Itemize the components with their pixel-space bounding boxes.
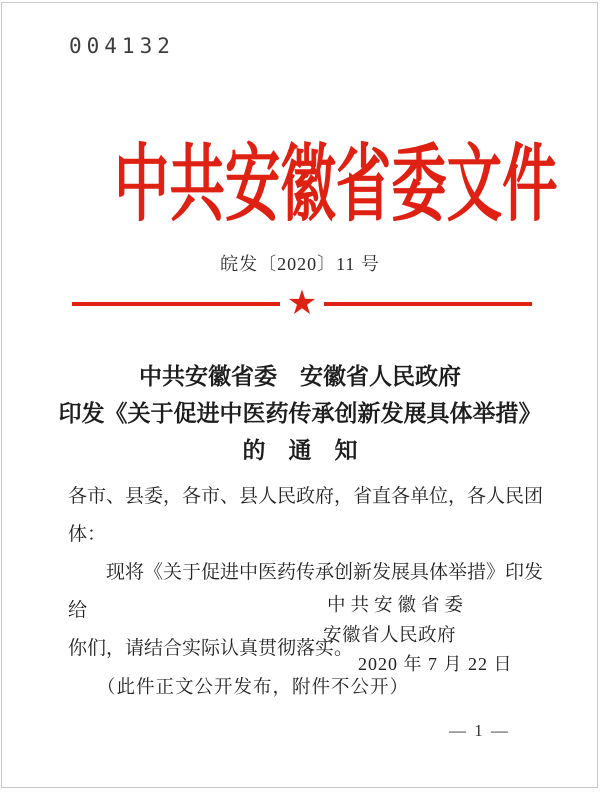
publication-footer-note: （此件正文公开发布，附件不公开） xyxy=(97,678,410,698)
page-number: — 1 — xyxy=(449,721,510,740)
notice-title-line-2: 印发《关于促进中医药传承创新发展具体举措》 xyxy=(58,401,542,426)
body-text-line-3: 你们，请结合实际认真贯彻落实。 xyxy=(68,638,354,659)
red-rule-left-segment xyxy=(72,302,280,306)
signature-date: 2020 年 7 月 22 日 xyxy=(358,654,513,674)
notice-title-line-3: 的 通 知 xyxy=(242,438,358,463)
notice-title-line-1: 中共安徽省委 安徽省人民政府 xyxy=(139,364,461,389)
red-masthead-title: 中共安徽省委文件 xyxy=(113,137,558,231)
body-text-line-2: 现将《关于促进中医药传承创新发展具体举措》印发给 xyxy=(68,562,544,621)
red-divider-rule xyxy=(72,282,532,323)
signature-org-government: 安徽省人民政府 xyxy=(323,626,457,646)
document-serial-number: 004132 xyxy=(69,34,175,58)
notice-title-block xyxy=(0,358,600,469)
body-salutation-line: 各市、县委，各市、县人民政府，省直各单位，各人民团体： xyxy=(68,486,544,545)
document-reference-number: 皖发〔2020〕11 号 xyxy=(220,254,380,274)
red-rule-right-segment xyxy=(324,302,532,306)
red-star-icon: ★ xyxy=(286,282,318,323)
signature-org-committee: 中共安徽省委 xyxy=(327,596,469,616)
notice-body-text xyxy=(68,478,560,668)
